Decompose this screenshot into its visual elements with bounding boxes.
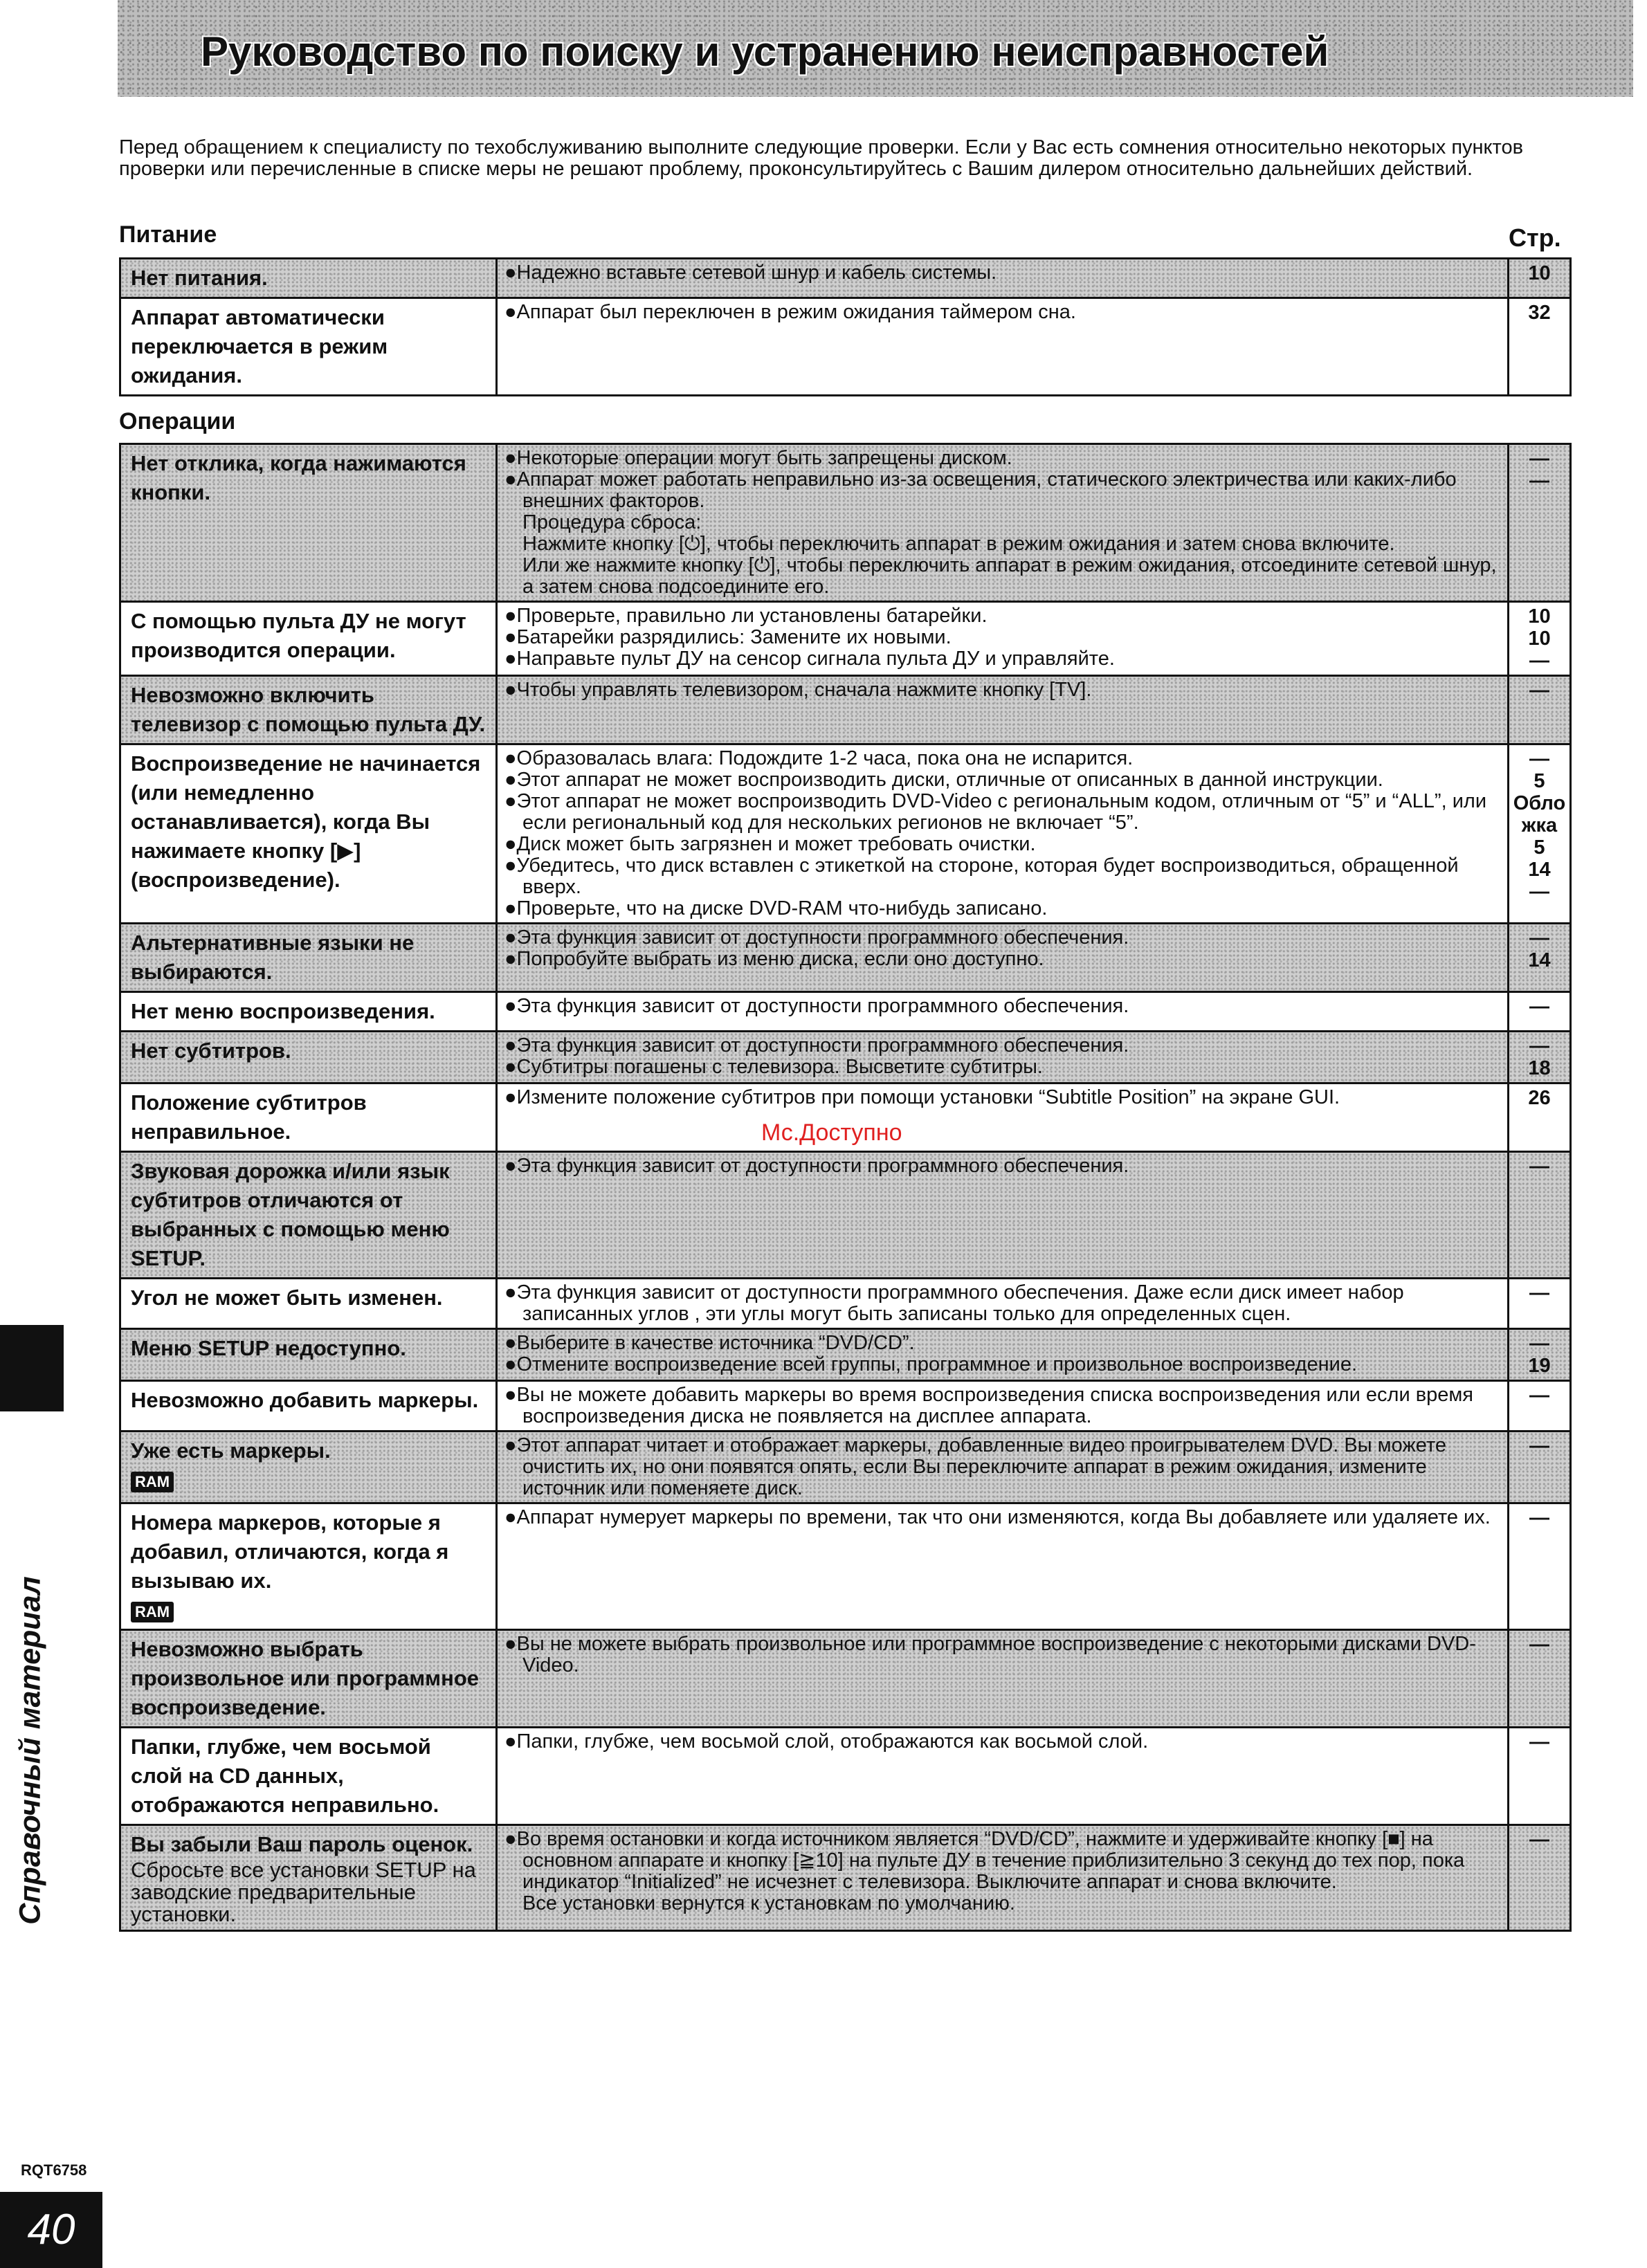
table-row xyxy=(120,1503,1571,1630)
table-row xyxy=(120,992,1571,1032)
page-ref: 26 xyxy=(1528,1087,1551,1109)
page-ref: 32 xyxy=(1528,302,1551,324)
table-row xyxy=(120,602,1571,676)
ram-badge: RAM xyxy=(131,1602,174,1622)
table-row xyxy=(120,1152,1571,1279)
page-ref: 14 xyxy=(1528,949,1551,971)
page-ref: — xyxy=(1529,1333,1549,1355)
symptom-cell xyxy=(120,1432,497,1503)
page-ref-cell xyxy=(1509,924,1571,992)
symptom-cell xyxy=(120,298,497,396)
remedy-line: ●Этот аппарат не может воспроизводить диски, отличные от описанных в данной инструкции. xyxy=(504,769,1383,791)
page-ref-cell xyxy=(1509,1432,1571,1503)
remedy-line: ●Этот аппарат читает и отображает маркеры, добавленные видео проигрывателем DVD. Вы можете очистить их, но они появятся опять, если Вы переключите аппарат в режим ожидания, измените источник или поменяете диск. xyxy=(504,1434,1447,1499)
symptom-text: Номера маркеров, которые я добавил, отличаются, когда я вызываю их. xyxy=(131,1510,449,1593)
table-row xyxy=(120,1825,1571,1931)
remedy-line: ●Эта функция зависит от доступности программного обеспечения. xyxy=(504,1034,1129,1057)
page-ref: 10 xyxy=(1528,605,1551,628)
symptom-cell xyxy=(120,1381,497,1432)
table-row xyxy=(120,1432,1571,1503)
remedy-line: ●Диск может быть загрязнен и может требовать очистки. xyxy=(504,833,1036,855)
section-label-operations: Операции xyxy=(119,408,236,435)
page-ref: — xyxy=(1529,881,1549,903)
table-row xyxy=(120,1279,1571,1329)
page-ref: жка xyxy=(1521,814,1558,836)
side-label: Справочный материал xyxy=(13,1576,47,1925)
symptom-text: Невозможно выбрать произвольное или программное воспроизведение. xyxy=(131,1637,480,1719)
table-row xyxy=(120,1329,1571,1381)
page-ref: — xyxy=(1529,470,1549,492)
remedy-line: ●Эта функция зависит от доступности программного обеспечения. xyxy=(504,1155,1129,1177)
remedy-cell xyxy=(497,1503,1509,1630)
symptom-text: Аппарат автоматически переключается в режим ожидания. xyxy=(131,305,388,387)
remedy-cell xyxy=(497,1825,1509,1931)
symptom-text: Невозможно включить телевизор с помощью пульта ДУ. xyxy=(131,683,486,736)
section-label-power: Питание xyxy=(119,221,217,248)
remedy-line: ●Эта функция зависит от доступности программного обеспечения. Даже если диск имеет набор записанных углов , эти углы могут быть записаны только для определенных сцен. xyxy=(504,1281,1404,1325)
page-ref: 5 xyxy=(1534,770,1545,792)
remedy-cell xyxy=(497,992,1509,1032)
remedy-line: ●Убедитесь, что диск вставлен с этикеткой на стороне, которая будет воспроизводиться, обращенной вверх. xyxy=(504,854,1459,898)
symptom-cell xyxy=(120,1329,497,1381)
intro-paragraph: Перед обращением к специалисту по техобслуживанию выполните следующие проверки. Если у Вас есть сомнения относительно некоторых пунктов проверки или перечисленные в списке меры не решают проблему, проконсультируйтесь с Вашим дилером относительно дальнейших действий. xyxy=(119,136,1524,180)
page-ref: 14 xyxy=(1528,859,1551,881)
page-ref-cell xyxy=(1509,1032,1571,1083)
page-ref-cell xyxy=(1509,1728,1571,1825)
page-ref-cell xyxy=(1509,298,1571,396)
symptom-cell xyxy=(120,744,497,924)
remedy-cell xyxy=(497,1083,1509,1152)
page-ref: 10 xyxy=(1528,262,1551,284)
remedy-line: ●Аппарат был переключен в режим ожидания таймером сна. xyxy=(504,301,1076,323)
table-row xyxy=(120,1381,1571,1432)
remedy-line: ●Отмените воспроизведение всей группы, программное и произвольное воспроизведение. xyxy=(504,1353,1358,1375)
remedy-line: ●Батарейки разрядились: Замените их новыми. xyxy=(504,626,952,648)
symptom-cell xyxy=(120,1825,497,1931)
remedy-cell xyxy=(497,1381,1509,1432)
symptom-text: Невозможно добавить маркеры. xyxy=(131,1388,479,1412)
symptom-text: Нет меню воспроизведения. xyxy=(131,999,435,1023)
symptom-cell xyxy=(120,1279,497,1329)
side-tab-marker xyxy=(0,1325,64,1411)
remedy-cell xyxy=(497,1279,1509,1329)
symptom-text: Нет отклика, когда нажимаются кнопки. xyxy=(131,451,466,504)
page-ref-cell xyxy=(1509,1279,1571,1329)
symptom-cell xyxy=(120,1630,497,1728)
symptom-text: Воспроизведение не начинается (или немедленно останавливается), когда Вы нажимаете кнопку [▶] (воспроизведение). xyxy=(131,751,481,892)
page-ref: — xyxy=(1529,650,1549,672)
remedy-cell xyxy=(497,676,1509,744)
page-ref: — xyxy=(1529,927,1549,949)
symptom-cell xyxy=(120,1503,497,1630)
watermark: Мс.Доступно xyxy=(761,1119,902,1146)
symptom-cell xyxy=(120,1728,497,1825)
table-row xyxy=(120,1630,1571,1728)
page-ref: 18 xyxy=(1528,1057,1551,1079)
remedy-cell xyxy=(497,444,1509,602)
remedy-line: ●Этот аппарат не может воспроизводить DVD-Video с региональным кодом, отличным от “5” и “ALL”, или если региональный код для нескольких регионов не включает “5”. xyxy=(504,790,1487,834)
page-ref: 19 xyxy=(1528,1355,1551,1377)
table-row xyxy=(120,676,1571,744)
remedy-line: ●Измените положение субтитров при помощи установки “Subtitle Position” на экране GUI. xyxy=(504,1086,1340,1108)
remedy-line: ●Образовалась влага: Подождите 1-2 часа, пока она не испарится. xyxy=(504,747,1134,769)
operations-table xyxy=(119,443,1572,1932)
symptom-text: Нет субтитров. xyxy=(131,1039,291,1063)
remedy-line: ●Аппарат может работать неправильно из-за освещения, статического электричества или каких-либо внешних факторов. xyxy=(504,468,1457,512)
symptom-text: Угол не может быть изменен. xyxy=(131,1286,443,1310)
page-ref: — xyxy=(1529,448,1549,470)
page-ref: — xyxy=(1529,996,1549,1018)
page-ref-cell xyxy=(1509,744,1571,924)
symptom-text: С помощью пульта ДУ не могут производится операции. xyxy=(131,609,466,662)
remedy-cell xyxy=(497,1032,1509,1083)
symptom-cell xyxy=(120,259,497,298)
remedy-line: ●Во время остановки и когда источником является “DVD/CD”, нажмите и удерживайте кнопку [■] на основном аппарате и кнопку [≧10] на пульте ДУ в течение приблизительно 3 секунд до тех пор, пока индикатор “Initialized” не исчезнет с телевизора. Выключите аппарат и снова включите. xyxy=(504,1828,1465,1893)
table-row xyxy=(120,259,1571,298)
table-row xyxy=(120,1728,1571,1825)
power-table xyxy=(119,257,1572,396)
remedy-line: ●Вы не можете добавить маркеры во время воспроизведения списка воспроизведения или если время воспроизведения диска не появляется на дисплее аппарата. xyxy=(504,1384,1474,1427)
remedy-cell xyxy=(497,1152,1509,1279)
remedy-cell xyxy=(497,1630,1509,1728)
page-ref-cell xyxy=(1509,1381,1571,1432)
symptom-cell xyxy=(120,1083,497,1152)
table-row xyxy=(120,298,1571,396)
remedy-line: Все установки вернутся к установкам по умолчанию. xyxy=(522,1892,1015,1914)
page-ref-cell xyxy=(1509,1630,1571,1728)
remedy-line: ●Вы не можете выбрать произвольное или программное воспроизведение с некоторыми дисками DVD-Video. xyxy=(504,1633,1476,1676)
remedy-line: ●Направьте пульт ДУ на сенсор сигнала пульта ДУ и управляйте. xyxy=(504,648,1115,670)
page-ref: — xyxy=(1529,1384,1549,1407)
table-row xyxy=(120,744,1571,924)
page-ref-cell xyxy=(1509,1825,1571,1931)
remedy-line: ●Папки, глубже, чем восьмой слой, отображаются как восьмой слой. xyxy=(504,1730,1149,1753)
page-ref-cell xyxy=(1509,1329,1571,1381)
symptom-cell xyxy=(120,924,497,992)
remedy-cell xyxy=(497,1728,1509,1825)
page-ref: — xyxy=(1529,1507,1549,1529)
page-title: Руководство по поиску и устранению неисправностей xyxy=(201,28,1329,75)
table-row xyxy=(120,1032,1571,1083)
remedy-line: Процедура сброса: xyxy=(522,511,702,533)
page-ref: — xyxy=(1529,1282,1549,1304)
remedy-line: ●Выберите в качестве источника “DVD/CD”. xyxy=(504,1332,915,1354)
page-ref: — xyxy=(1529,1634,1549,1656)
page-ref: 5 xyxy=(1534,836,1545,859)
symptom-text: Звуковая дорожка и/или язык субтитров отличаются от выбранных с помощью меню SETUP. xyxy=(131,1159,450,1270)
remedy-cell xyxy=(497,602,1509,676)
remedy-line: ●Субтитры погашены с телевизора. Высветите субтитры. xyxy=(504,1056,1043,1078)
remedy-cell xyxy=(497,744,1509,924)
table-row xyxy=(120,444,1571,602)
page-ref-cell xyxy=(1509,676,1571,744)
page-ref: — xyxy=(1529,1731,1549,1753)
remedy-cell xyxy=(497,924,1509,992)
page-ref: Обло xyxy=(1513,792,1566,814)
symptom-text: Альтернативные языки не выбираются. xyxy=(131,931,415,984)
remedy-line: Или же нажмите кнопку [⏻], чтобы переключить аппарат в режим ожидания, отсоедините сетевой шнур, а затем снова подсоедините его. xyxy=(522,554,1497,598)
page-ref: — xyxy=(1529,679,1549,702)
symptom-text: Уже есть маркеры. xyxy=(131,1438,331,1463)
symptom-cell xyxy=(120,676,497,744)
page-column-label: Стр. xyxy=(1509,223,1561,252)
remedy-line: ●Эта функция зависит от доступности программного обеспечения. xyxy=(504,926,1129,949)
remedy-line: ●Аппарат нумерует маркеры по времени, так что они изменяются, когда Вы добавляете или удаляете их. xyxy=(504,1506,1491,1528)
page-ref-cell xyxy=(1509,1152,1571,1279)
symptom-cell xyxy=(120,602,497,676)
table-row xyxy=(120,924,1571,992)
page-ref-cell xyxy=(1509,259,1571,298)
page-ref-cell xyxy=(1509,444,1571,602)
remedy-cell xyxy=(497,1432,1509,1503)
symptom-cell xyxy=(120,444,497,602)
remedy-cell xyxy=(497,298,1509,396)
remedy-cell xyxy=(497,259,1509,298)
page-ref: — xyxy=(1529,1155,1549,1178)
remedy-line: ●Попробуйте выбрать из меню диска, если оно доступно. xyxy=(504,948,1044,970)
symptom-cell xyxy=(120,1152,497,1279)
symptom-cell xyxy=(120,1032,497,1083)
remedy-line: ●Эта функция зависит от доступности программного обеспечения. xyxy=(504,995,1129,1017)
page-ref: — xyxy=(1529,1829,1549,1851)
page-ref: — xyxy=(1529,748,1549,770)
page-ref: — xyxy=(1529,1035,1549,1057)
remedy-line: ●Проверьте, что на диске DVD-RAM что-нибудь записано. xyxy=(504,897,1048,920)
page-ref-cell xyxy=(1509,1083,1571,1152)
page-ref: — xyxy=(1529,1435,1549,1457)
remedy-cell xyxy=(497,1329,1509,1381)
page-ref-cell xyxy=(1509,602,1571,676)
page-ref-cell xyxy=(1509,1503,1571,1630)
symptom-text: Вы забыли Ваш пароль оценок. xyxy=(131,1832,473,1856)
page-number: 40 xyxy=(0,2192,102,2268)
page-ref: 10 xyxy=(1528,628,1551,650)
symptom-extra: Сбросьте все установки SETUP на заводские предварительные установки. xyxy=(131,1858,476,1926)
remedy-line: ●Чтобы управлять телевизором, сначала нажмите кнопку [TV]. xyxy=(504,679,1092,701)
symptom-text: Нет питания. xyxy=(131,266,268,290)
remedy-line: ●Надежно вставьте сетевой шнур и кабель системы. xyxy=(504,262,997,284)
remedy-line: Нажмите кнопку [⏻], чтобы переключить аппарат в режим ожидания и затем снова включите. xyxy=(522,533,1395,555)
symptom-text: Папки, глубже, чем восьмой слой на CD данных, отображаются неправильно. xyxy=(131,1735,439,1817)
symptom-text: Положение субтитров неправильное. xyxy=(131,1090,367,1144)
remedy-line: ●Проверьте, правильно ли установлены батарейки. xyxy=(504,605,988,627)
symptom-text: Меню SETUP недоступно. xyxy=(131,1336,406,1360)
ram-badge: RAM xyxy=(131,1472,174,1492)
symptom-cell xyxy=(120,992,497,1032)
page-ref-cell xyxy=(1509,992,1571,1032)
document-code: RQT6758 xyxy=(21,2161,87,2179)
remedy-line: ●Некоторые операции могут быть запрещены диском. xyxy=(504,447,1012,469)
